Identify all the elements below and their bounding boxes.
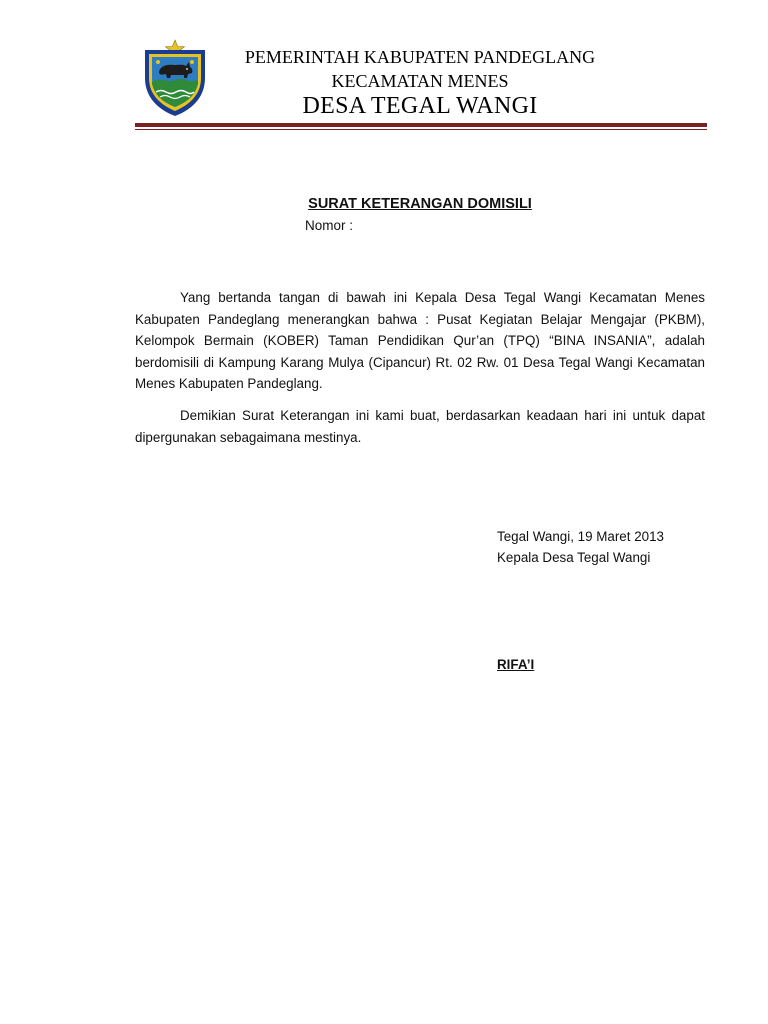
letterhead-village: DESA TEGAL WANGI — [302, 93, 538, 119]
signature-position: Kepala Desa Tegal Wangi — [497, 550, 651, 565]
letterhead-district: KECAMATAN MENES — [331, 71, 509, 91]
regency-emblem-icon — [141, 38, 209, 118]
document-number-label: Nomor : — [305, 218, 354, 233]
signatory-name: RIFA’I — [497, 657, 535, 672]
body-paragraph: Yang bertanda tangan di bawah ini Kepala Desa Tegal Wangi Kecamatan Menes Kabupaten Pandeglang menerangkan bahwa : Pusat Kegiatan Belajar Mengajar (PKBM), Kelompok Bermain (KOBER) Taman Pendidikan Qur’an (TPQ) “BINA INSANIA”, adalah berdomisili di Kampung Karang Mulya (Cipancur) Rt. 02 Rw. 01 Desa Tegal Wangi Kecamatan Menes Kabupaten Pandeglang. — [135, 290, 705, 391]
letterhead-government: PEMERINTAH KABUPATEN PANDEGLANG — [244, 47, 596, 67]
signature-place-date: Tegal Wangi, 19 Maret 2013 — [497, 529, 664, 544]
closing-paragraph: Demikian Surat Keterangan ini kami buat, berdasarkan keadaan hari ini untuk dapat dipergunakan sebagaimana mestinya. — [135, 408, 705, 445]
letterhead-rule-thin — [135, 129, 707, 130]
letterhead-rule-thick — [135, 123, 707, 127]
document-title: SURAT KETERANGAN DOMISILI — [308, 196, 532, 212]
